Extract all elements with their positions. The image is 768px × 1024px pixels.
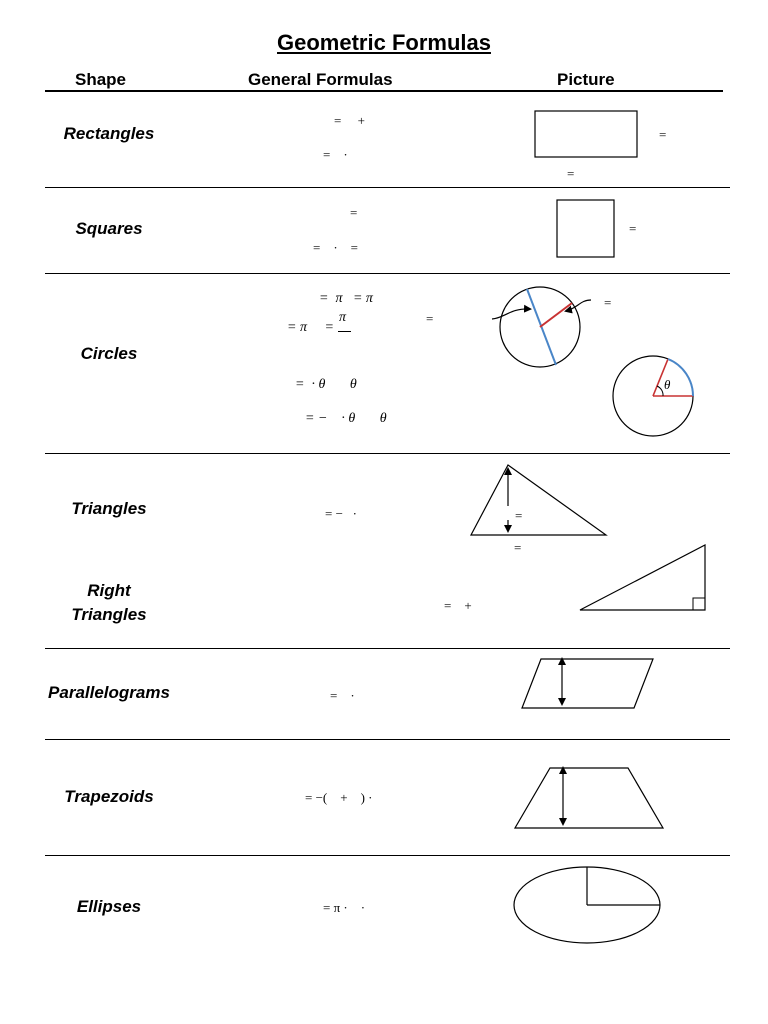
header-shape: Shape <box>75 70 127 89</box>
rectangle-formula-perimeter: = + <box>334 113 365 128</box>
parallelogram-formula-area: = · <box>330 688 355 703</box>
circle-formula-pi: π <box>339 310 347 325</box>
circle-picture-diameter <box>492 287 591 367</box>
shape-ellipses: Ellipses <box>76 897 142 916</box>
shape-triangles: Triangles <box>71 499 147 518</box>
square-formula-perimeter: = <box>350 205 358 220</box>
rectangle-formula-area: = · <box>323 147 348 162</box>
rectangle-picture <box>535 111 637 157</box>
triangle-base-label: = <box>514 540 522 555</box>
circle-formula-arc-length: = · θ θ <box>295 377 357 392</box>
circle-formula-equals: = <box>426 311 434 326</box>
shape-circles: Circles <box>80 344 138 363</box>
shape-rectangles: Rectangles <box>63 124 155 143</box>
trapezoid-picture <box>515 768 663 828</box>
shape-squares: Squares <box>75 219 143 238</box>
circle-formula-area: = π = <box>287 320 338 335</box>
trapezoid-formula-area: = −( + ) · <box>305 790 373 805</box>
parallelogram-picture <box>522 659 653 708</box>
header-general-formulas: General Formulas <box>248 70 393 89</box>
shape-trapezoids: Trapezoids <box>64 787 154 806</box>
triangle-height-label: = <box>515 508 523 523</box>
triangle-picture <box>471 465 606 535</box>
triangle-formula-area: = − · <box>325 506 357 521</box>
square-picture <box>557 200 614 257</box>
shape-parallelograms: Parallelograms <box>48 683 170 702</box>
circle-picture-sector <box>613 356 693 436</box>
right-triangle-formula: = + <box>444 598 472 613</box>
square-formula-area: = · = <box>313 240 358 255</box>
square-side-label: = <box>629 221 637 236</box>
circle-formula-circumference: = π = π <box>319 291 373 306</box>
right-triangle-picture <box>580 545 705 610</box>
circle-formula-sector-area: = − · θ θ <box>305 411 387 426</box>
page-title: Geometric Formulas <box>277 30 491 55</box>
ellipse-formula-area: = π · · <box>323 900 366 915</box>
shape-right-triangles-line2: Triangles <box>71 605 147 624</box>
shape-right-triangles-line1: Right <box>87 581 131 600</box>
header-picture: Picture <box>557 70 615 89</box>
rectangle-bottom-label: = <box>567 166 575 181</box>
theta-label: θ <box>664 377 671 392</box>
rectangle-side-label: = <box>659 127 667 142</box>
circle-diameter-label: = <box>604 295 612 310</box>
ellipse-picture <box>514 867 660 943</box>
